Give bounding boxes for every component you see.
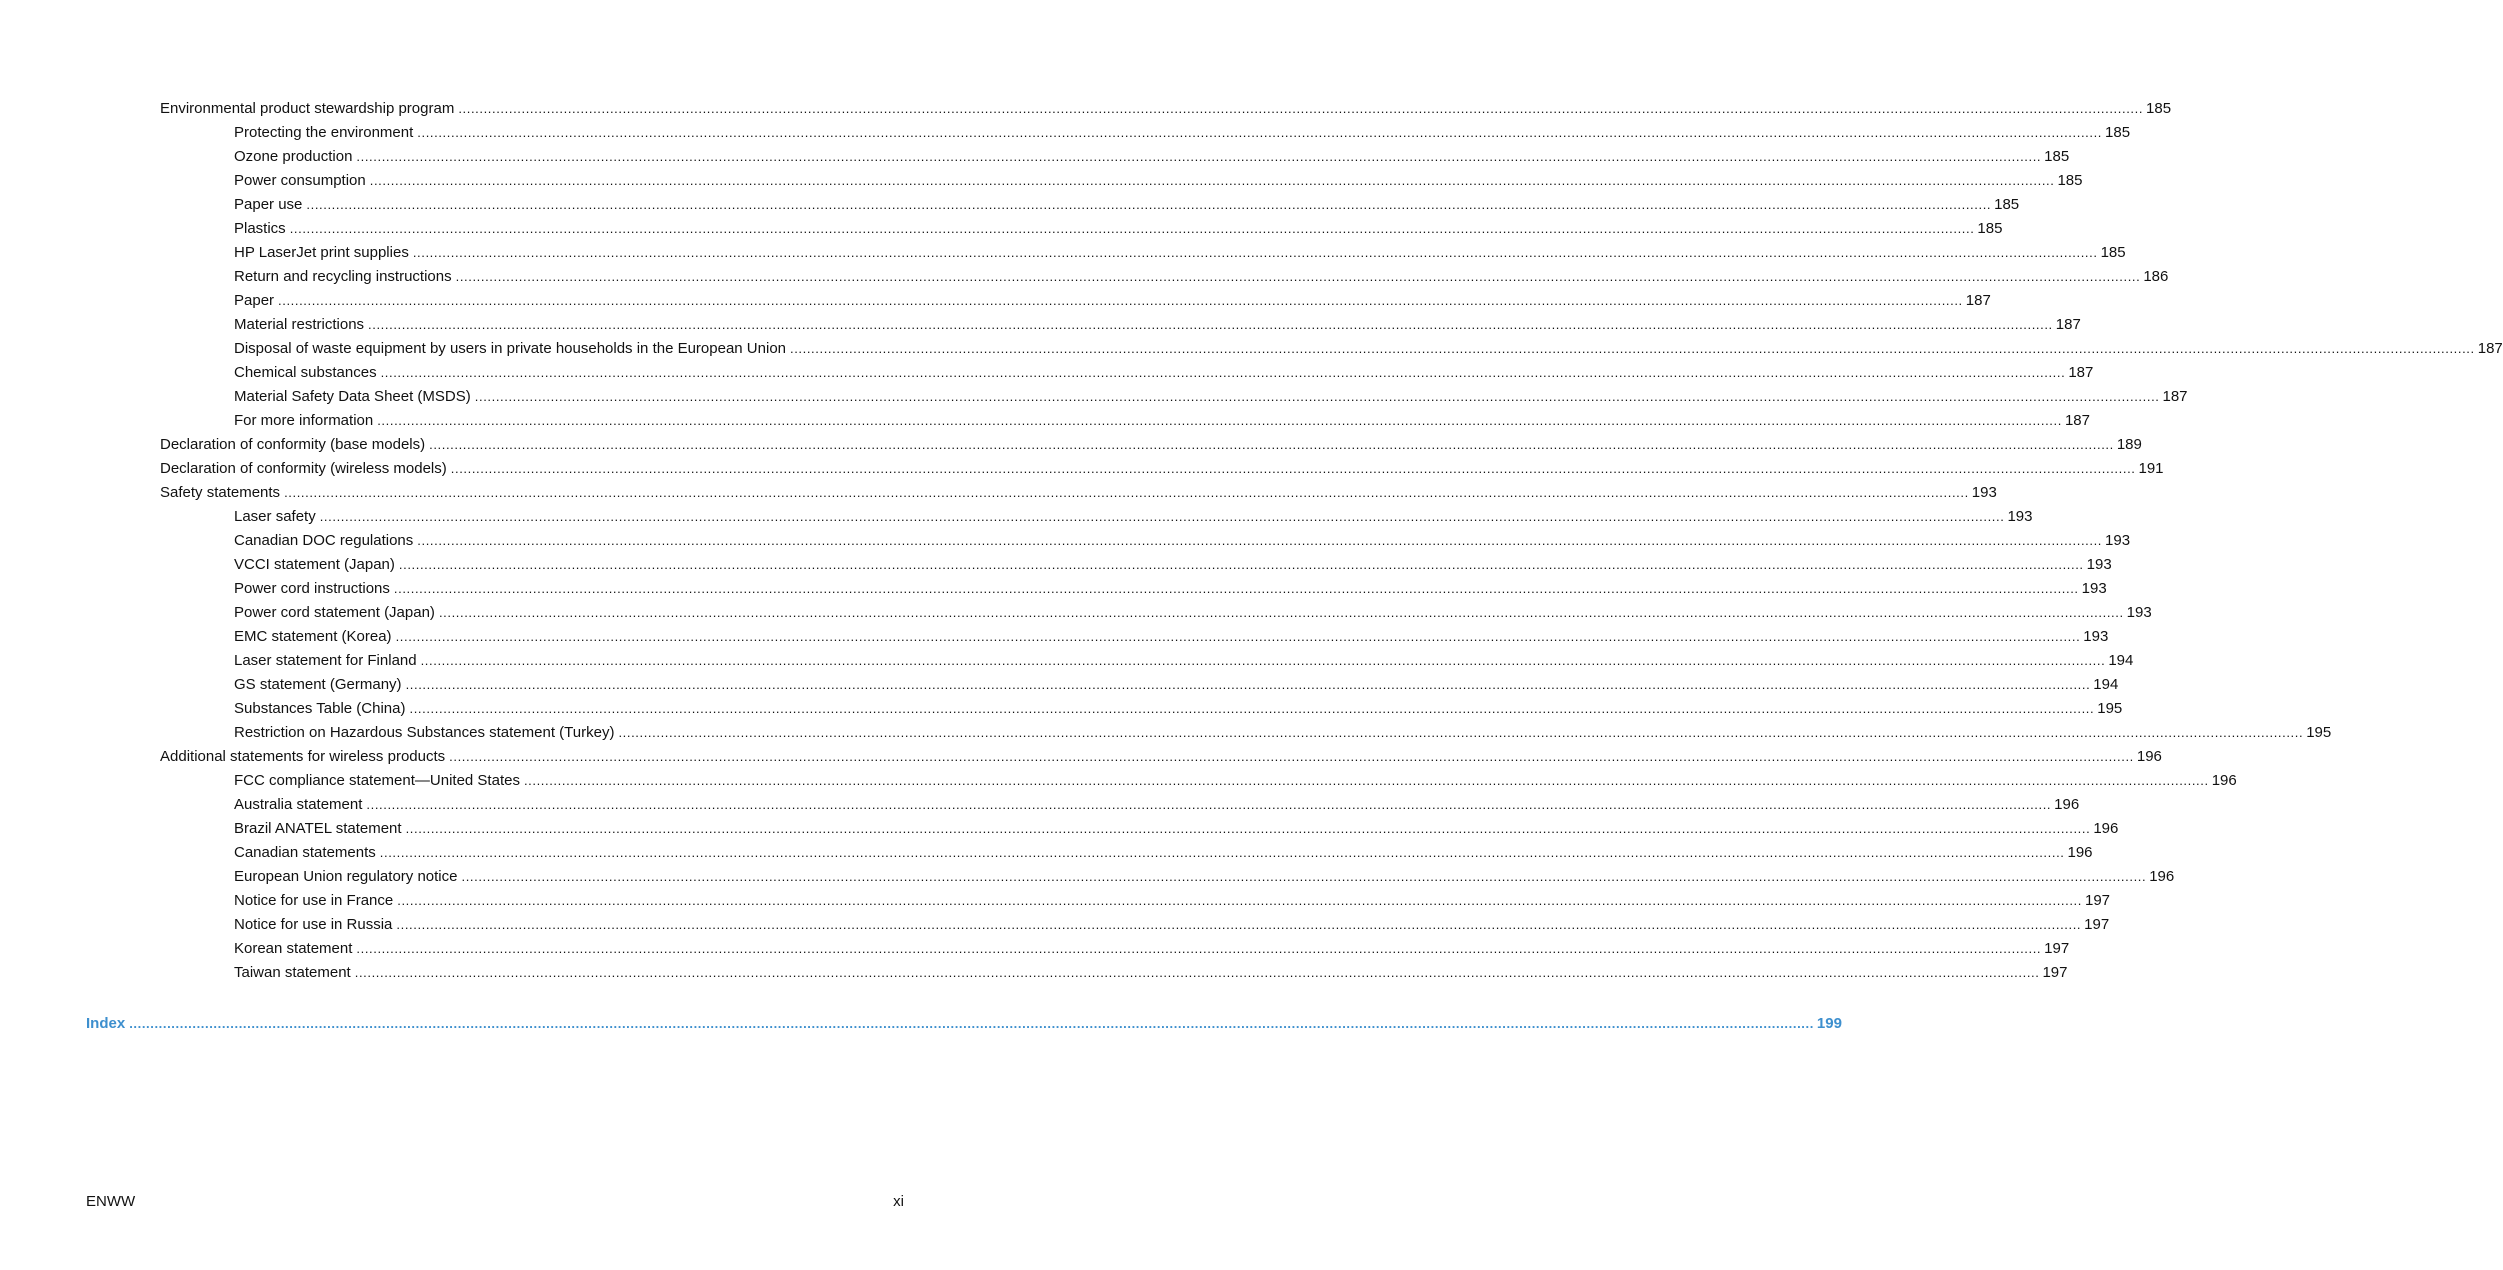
toc-entry[interactable] — [234, 238, 2126, 262]
toc-entry[interactable] — [234, 310, 2081, 334]
toc-leader-dots: ................................................................................................................................................................................................................................................................................................................................................................................................................ — [409, 701, 2095, 716]
toc-leader-dots: ................................................................................................................................................................................................................................................................................................................................................................................................................ — [354, 965, 2040, 980]
toc-leader-dots: ................................................................................................................................................................................................................................................................................................................................................................................................................ — [395, 629, 2081, 644]
toc-entry-page: 194 — [2108, 652, 2134, 669]
toc-entry-page: 187 — [2068, 364, 2094, 381]
toc-entry-title: Power cord statement (Japan) — [234, 604, 435, 621]
toc-entry[interactable] — [234, 862, 2175, 886]
toc-entry[interactable] — [234, 262, 2169, 286]
toc-entry-page: 196 — [2211, 772, 2237, 789]
toc-entry-title: Power consumption — [234, 172, 366, 189]
toc-leader-dots: ................................................................................................................................................................................................................................................................................................................................................................................................................ — [319, 509, 2005, 524]
toc-entry[interactable] — [160, 454, 2164, 478]
toc-entry-page: 186 — [2143, 268, 2169, 285]
toc-leader-dots: ................................................................................................................................................................................................................................................................................................................................................................................................................ — [417, 125, 2103, 140]
toc-entry-page: 191 — [2138, 460, 2164, 477]
toc-entry-title: VCCI statement (Japan) — [234, 556, 395, 573]
toc-entry-title: Notice for use in France — [234, 892, 394, 909]
toc-entry[interactable] — [160, 478, 1997, 502]
toc-entry-title: Chemical substances — [234, 364, 377, 381]
toc-leader-dots: ................................................................................................................................................................................................................................................................................................................................................................................................................ — [438, 605, 2124, 620]
toc-leader-dots: ................................................................................................................................................................................................................................................................................................................................................................................................................ — [412, 245, 2098, 260]
toc-entry-title: Material Safety Data Sheet (MSDS) — [234, 388, 471, 405]
toc-entry[interactable] — [234, 286, 1991, 310]
toc-entry-title: Return and recycling instructions — [234, 268, 452, 285]
toc-leader-dots: ................................................................................................................................................................................................................................................................................................................................................................................................................ — [396, 917, 2082, 932]
toc-entry-title: Taiwan statement — [234, 964, 351, 981]
toc-leader-dots: ................................................................................................................................................................................................................................................................................................................................................................................................................ — [397, 893, 2082, 908]
toc-leader-dots: ................................................................................................................................................................................................................................................................................................................................................................................................................ — [790, 341, 2475, 356]
toc-leader-dots: ................................................................................................................................................................................................................................................................................................................................................................................................................ — [368, 317, 2053, 332]
toc-entry[interactable] — [234, 934, 2070, 958]
toc-entry-title: Australia statement — [234, 796, 363, 813]
toc-entry-title: Safety statements — [160, 484, 281, 501]
toc-entry-title: GS statement (Germany) — [234, 676, 402, 693]
footer-label: ENWW — [86, 1193, 136, 1210]
toc-entry[interactable] — [234, 838, 2093, 862]
toc-entry-title: Canadian statements — [234, 844, 376, 861]
toc-entry-page: 196 — [2136, 748, 2162, 765]
toc-entry-page: 194 — [2093, 676, 2119, 693]
toc-entry-page: 195 — [2097, 700, 2123, 717]
toc-leader-dots: ................................................................................................................................................................................................................................................................................................................................................................................................................ — [366, 797, 2052, 812]
toc-entry-page: 199 — [1816, 1015, 1842, 1032]
page-number: xi — [893, 1193, 904, 1210]
toc-entry-page: 185 — [2044, 148, 2070, 165]
toc-entry-page: 193 — [2081, 580, 2107, 597]
toc-leader-dots: ................................................................................................................................................................................................................................................................................................................................................................................................................ — [474, 389, 2160, 404]
toc-entry-title: Korean statement — [234, 940, 353, 957]
toc-entry[interactable] — [234, 334, 2503, 358]
toc-leader-dots: ................................................................................................................................................................................................................................................................................................................................................................................................................ — [461, 869, 2147, 884]
toc-entry-title: For more information — [234, 412, 374, 429]
toc-leader-dots: ................................................................................................................................................................................................................................................................................................................................................................................................................ — [380, 365, 2066, 380]
toc-entry-title: Ozone production — [234, 148, 353, 165]
toc-entry-page: 185 — [1994, 196, 2020, 213]
toc-entry-title: Material restrictions — [234, 316, 365, 333]
toc-entry-index[interactable] — [86, 1013, 1842, 1033]
toc-entry-page: 187 — [1965, 292, 1991, 309]
toc-entry[interactable] — [234, 790, 2080, 814]
toc-entry-page: 185 — [2057, 172, 2083, 189]
toc-entry-page: 187 — [2064, 412, 2090, 429]
toc-entry-page: 185 — [2100, 244, 2126, 261]
toc-leader-dots: ................................................................................................................................................................................................................................................................................................................................................................................................................ — [306, 197, 1992, 212]
toc-entry-page: 187 — [2477, 340, 2503, 357]
toc-entry-title: Power cord instructions — [234, 580, 390, 597]
toc-entry-title: Laser statement for Finland — [234, 652, 417, 669]
toc-leader-dots: ................................................................................................................................................................................................................................................................................................................................................................................................................ — [289, 221, 1975, 236]
toc-leader-dots: ................................................................................................................................................................................................................................................................................................................................................................................................................ — [449, 749, 2134, 764]
toc-entry-page: 193 — [2083, 628, 2109, 645]
toc-entry-page: 187 — [2162, 388, 2188, 405]
toc-entry[interactable] — [234, 670, 2119, 694]
toc-entry-title: Index — [86, 1015, 126, 1032]
toc-leader-dots: ................................................................................................................................................................................................................................................................................................................................................................................................................ — [369, 173, 2055, 188]
toc-entry[interactable] — [234, 814, 2119, 838]
toc-leader-dots: ................................................................................................................................................................................................................................................................................................................................................................................................................ — [398, 557, 2084, 572]
toc-entry[interactable] — [234, 214, 2003, 238]
toc-leader-dots: ................................................................................................................................................................................................................................................................................................................................................................................................................ — [405, 677, 2091, 692]
toc-entry[interactable] — [160, 430, 2142, 454]
toc-entry[interactable] — [234, 910, 2110, 934]
toc-entry-title: EMC statement (Korea) — [234, 628, 392, 645]
toc-entry-page: 197 — [2084, 916, 2110, 933]
toc-entry[interactable] — [234, 718, 2332, 742]
toc-entry-page: 195 — [2306, 724, 2332, 741]
toc-entry-page: 197 — [2044, 940, 2070, 957]
table-of-contents — [0, 94, 2503, 982]
toc-entry-title: Substances Table (China) — [234, 700, 406, 717]
toc-entry-page: 185 — [2105, 124, 2131, 141]
toc-entry[interactable] — [234, 958, 2068, 982]
toc-entry-title: Paper — [234, 292, 275, 309]
toc-leader-dots: ................................................................................................................................................................................................................................................................................................................................................................................................................ — [377, 413, 2062, 428]
toc-entry[interactable] — [234, 886, 2111, 910]
toc-entry[interactable] — [234, 598, 2152, 622]
toc-entry[interactable] — [234, 550, 2112, 574]
toc-entry-page: 193 — [2086, 556, 2112, 573]
toc-entry[interactable] — [234, 502, 2033, 526]
toc-leader-dots: ................................................................................................................................................................................................................................................................................................................................................................................................................ — [356, 941, 2042, 956]
toc-entry-title: Declaration of conformity (base models) — [160, 436, 426, 453]
toc-entry-page: 196 — [2054, 796, 2080, 813]
toc-entry-page: 197 — [2042, 964, 2068, 981]
toc-entry[interactable] — [234, 694, 2123, 718]
toc-leader-dots: ................................................................................................................................................................................................................................................................................................................................................................................................................ — [429, 437, 2114, 452]
toc-entry-title: Plastics — [234, 220, 286, 237]
toc-entry-title: Environmental product stewardship program — [160, 100, 455, 117]
toc-entry-page: 193 — [2007, 508, 2033, 525]
toc-entry[interactable] — [160, 94, 2172, 118]
toc-entry-page: 196 — [2067, 844, 2093, 861]
toc-entry[interactable] — [234, 142, 2070, 166]
toc-entry[interactable] — [234, 190, 2020, 214]
toc-leader-dots: ................................................................................................................................................................................................................................................................................................................................................................................................................ — [450, 461, 2136, 476]
toc-leader-dots: ................................................................................................................................................................................................................................................................................................................................................................................................................ — [420, 653, 2106, 668]
toc-entry-title: Paper use — [234, 196, 303, 213]
toc-entry[interactable] — [234, 166, 2083, 190]
toc-entry[interactable] — [234, 382, 2188, 406]
toc-leader-dots: ................................................................................................................................................................................................................................................................................................................................................................................................................ — [356, 149, 2042, 164]
toc-entry-title: Restriction on Hazardous Substances statement (Turkey) — [234, 724, 615, 741]
toc-entry[interactable] — [234, 646, 2134, 670]
toc-entry[interactable] — [234, 358, 2094, 382]
toc-entry[interactable] — [234, 574, 2107, 598]
toc-entry-page: 185 — [2146, 100, 2172, 117]
toc-entry-page: 193 — [2105, 532, 2131, 549]
toc-entry[interactable] — [234, 118, 2131, 142]
toc-leader-dots: ................................................................................................................................................................................................................................................................................................................................................................................................................ — [278, 293, 1963, 308]
toc-leader-dots: ................................................................................................................................................................................................................................................................................................................................................................................................................ — [618, 725, 2304, 740]
toc-leader-dots: ................................................................................................................................................................................................................................................................................................................................................................................................................ — [393, 581, 2079, 596]
toc-entry[interactable] — [160, 742, 2162, 766]
toc-entry-title: European Union regulatory notice — [234, 868, 458, 885]
toc-leader-dots: ................................................................................................................................................................................................................................................................................................................................................................................................................ — [523, 773, 2209, 788]
toc-entry[interactable] — [234, 406, 2090, 430]
toc-entry[interactable] — [234, 526, 2131, 550]
toc-entry-title: Canadian DOC regulations — [234, 532, 414, 549]
toc-leader-dots: ................................................................................................................................................................................................................................................................................................................................................................................................................ — [379, 845, 2065, 860]
toc-entry-title: Notice for use in Russia — [234, 916, 393, 933]
toc-entry-title: HP LaserJet print supplies — [234, 244, 409, 261]
toc-entry-page: 196 — [2149, 868, 2175, 885]
toc-leader-dots: ................................................................................................................................................................................................................................................................................................................................................................................................................ — [405, 821, 2091, 836]
toc-entry-page: 193 — [1971, 484, 1997, 501]
toc-entry-title: Protecting the environment — [234, 124, 414, 141]
toc-entry[interactable] — [234, 766, 2237, 790]
toc-entry-page: 185 — [1977, 220, 2003, 237]
toc-leader-dots: ................................................................................................................................................................................................................................................................................................................................................................................................................ — [284, 485, 1969, 500]
toc-leader-dots: ................................................................................................................................................................................................................................................................................................................................................................................................................ — [455, 269, 2141, 284]
toc-entry-title: FCC compliance statement—United States — [234, 772, 520, 789]
toc-entry-title: Disposal of waste equipment by users in private households in the European Union — [234, 340, 786, 357]
toc-entry-title: Laser safety — [234, 508, 316, 525]
toc-entry-page: 189 — [2116, 436, 2142, 453]
toc-entry-page: 196 — [2093, 820, 2119, 837]
toc-entry-title: Declaration of conformity (wireless models) — [160, 460, 447, 477]
toc-leader-dots: ................................................................................................................................................................................................................................................................................................................................................................................................................ — [458, 101, 2144, 116]
toc-entry[interactable] — [234, 622, 2109, 646]
toc-leader-dots: ................................................................................................................................................................................................................................................................................................................................................................................................................ — [417, 533, 2103, 548]
toc-entry-page: 193 — [2126, 604, 2152, 621]
toc-entry-title: Additional statements for wireless products — [160, 748, 446, 765]
toc-leader-dots: ................................................................................................................................................................................................................................................................................................................................................................................................................ — [129, 1016, 1814, 1031]
toc-entry-page: 197 — [2084, 892, 2111, 909]
toc-entry-title: Brazil ANATEL statement — [234, 820, 402, 837]
toc-entry-page: 187 — [2055, 316, 2081, 333]
